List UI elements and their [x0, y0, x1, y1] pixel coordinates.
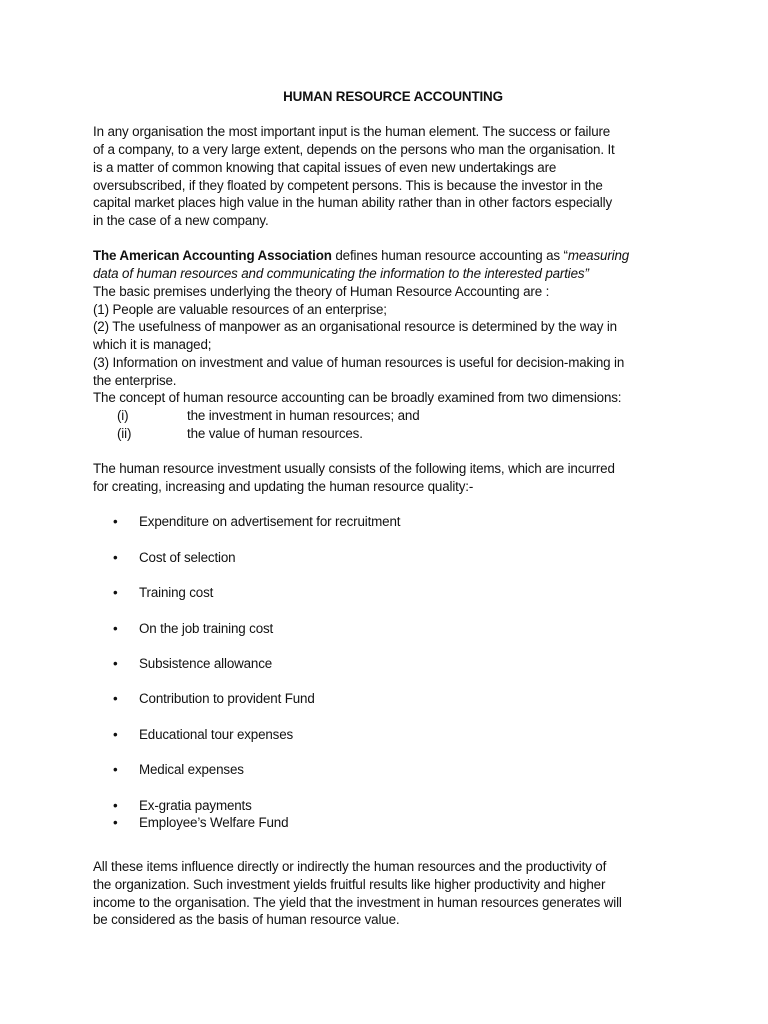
- list-item-text: On the job training cost: [139, 620, 274, 636]
- dimension-text: the investment in human resources; and: [187, 407, 420, 423]
- list-item-text: Cost of selection: [139, 549, 236, 565]
- document-title: HUMAN RESOURCE ACCOUNTING: [283, 89, 503, 104]
- bullet-icon: •: [113, 762, 118, 778]
- list-item: [93, 655, 683, 673]
- list-item: [93, 549, 683, 567]
- text-line: (3) Information on investment and value of human resources is useful for decision-making in: [93, 354, 625, 370]
- definition-quote: measuring: [567, 248, 630, 264]
- text-line: is a matter of common knowing that capital issues of even new undertakings are: [93, 159, 557, 175]
- conclusion-paragraph: [93, 858, 683, 929]
- definition-quote: data of human resources and communicating the information to the interested parties”: [93, 266, 589, 282]
- list-item: [93, 726, 683, 744]
- text-line: In any organisation the most important input is the human element. The success or failure: [93, 124, 611, 140]
- text-line: The concept of human resource accounting can be broadly examined from two dimensions:: [93, 390, 622, 406]
- text-line: (1) People are valuable resources of an enterprise;: [93, 301, 387, 317]
- text-line: (2) The usefulness of manpower as an organisational resource is determined by the way in: [93, 319, 617, 335]
- text-line: which it is managed;: [93, 337, 212, 353]
- list-item: [93, 513, 683, 531]
- text-line: income to the organisation. The yield that the investment in human resources generates will: [93, 894, 622, 910]
- text-line: The basic premises underlying the theory of Human Resource Accounting are :: [93, 283, 550, 299]
- bullet-icon: •: [113, 726, 118, 742]
- dimension-number: (i): [117, 407, 129, 423]
- intro-paragraph: [93, 123, 683, 229]
- list-item-text: Expenditure on advertisement for recruitment: [139, 514, 401, 530]
- list-item: [93, 761, 683, 779]
- bullet-icon: •: [113, 691, 118, 707]
- list-item-text: Employee’s Welfare Fund: [139, 815, 289, 831]
- bullet-list: [93, 513, 683, 832]
- bullet-icon: •: [113, 815, 118, 831]
- text-line: be considered as the basis of human resource value.: [93, 912, 400, 928]
- text-line: The human resource investment usually consists of the following items, which are incurred: [93, 461, 615, 477]
- bullet-icon: •: [113, 797, 118, 813]
- organisation-name: The American Accounting Association: [93, 248, 332, 264]
- document-page: [93, 88, 683, 929]
- text-line: for creating, increasing and updating the human resource quality:-: [93, 478, 474, 494]
- dimension-item: [93, 425, 683, 443]
- list-item-text: Ex-gratia payments: [139, 797, 252, 813]
- list-item-text: Training cost: [139, 585, 214, 601]
- bullet-icon: •: [113, 585, 118, 601]
- list-item: [93, 797, 683, 815]
- list-item: [93, 814, 683, 832]
- list-item-text: Educational tour expenses: [139, 726, 294, 742]
- dimension-text: the value of human resources.: [187, 425, 363, 441]
- dimension-number: (ii): [117, 425, 132, 441]
- definition-paragraph: [93, 247, 683, 442]
- list-item: [93, 690, 683, 708]
- list-item: [93, 620, 683, 638]
- text-line: the enterprise.: [93, 372, 177, 388]
- bullet-icon: •: [113, 514, 118, 530]
- text-line: the organization. Such investment yields fruitful results like higher productivity and higher: [93, 876, 606, 892]
- text-line: oversubscribed, if they floated by competent persons. This is because the investor in the: [93, 177, 603, 193]
- list-item-text: Contribution to provident Fund: [139, 691, 315, 707]
- bullet-icon: •: [113, 549, 118, 565]
- list-item-text: Medical expenses: [139, 762, 244, 778]
- text-line: capital market places high value in the human ability rather than in other factors especially: [93, 195, 612, 211]
- bullet-icon: •: [113, 656, 118, 671]
- list-item: [93, 584, 683, 602]
- text-line: All these items influence directly or indirectly the human resources and the productivity of: [93, 859, 607, 875]
- bullet-icon: •: [113, 620, 118, 636]
- text-line: in the case of a new company.: [93, 213, 269, 229]
- text-line: of a company, to a very large extent, depends on the persons who man the organisation. It: [93, 142, 615, 158]
- list-item-text: Subsistence allowance: [139, 656, 273, 671]
- dimension-item: [93, 407, 683, 425]
- definition-text: defines human resource accounting as “: [331, 248, 568, 264]
